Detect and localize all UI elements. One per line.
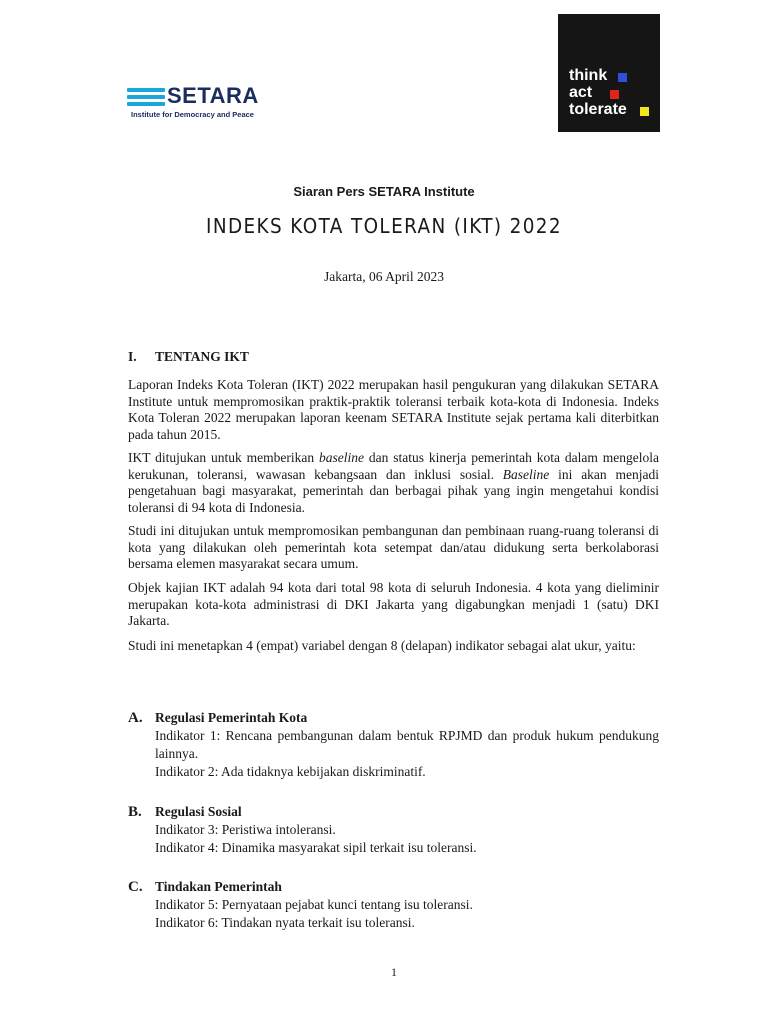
paragraph-2 [128, 450, 659, 516]
indicator-item: Indikator 3: Peristiwa intoleransi. [155, 822, 336, 837]
paragraph-4 [128, 580, 659, 630]
setara-logo-bars-icon [127, 88, 165, 109]
variable-b [128, 803, 659, 857]
yellow-square-icon [640, 107, 649, 116]
variable-letter: A. [128, 710, 143, 726]
org-tagline: Institute for Democracy and Peace [131, 110, 254, 119]
paragraph-3 [128, 523, 659, 573]
indicator-item: Indikator 4: Dinamika masyarakat sipil terkait isu toleransi. [155, 840, 477, 855]
paragraph-5-text: Studi ini menetapkan 4 (empat) variabel dengan 8 (delapan) indikator sebagai alat ukur, yaitu: [128, 638, 636, 653]
indicator-item: Indikator 1: Rencana pembangunan dalam bentuk RPJMD dan produk hukum pendukung lainnya. [155, 728, 659, 761]
setara-logo [127, 83, 267, 122]
p2-baseline-italic-2: Baseline [502, 466, 550, 482]
page-number: 1 [391, 965, 397, 979]
campaign-word-act: act [569, 84, 593, 101]
press-release-subtitle: Siaran Pers SETARA Institute [293, 184, 475, 199]
variable-letter: B. [128, 804, 142, 820]
paragraph-2-text [128, 450, 659, 516]
p2-baseline-italic: baseline [318, 450, 364, 465]
document-title: INDEKS KOTA TOLERAN (IKT) 2022 [206, 214, 562, 238]
indicator-item: Indikator 6: Tindakan nyata terkait isu toleransi. [155, 915, 415, 930]
paragraph-5 [128, 638, 659, 655]
variable-title: Regulasi Sosial [155, 804, 242, 819]
red-square-icon [610, 90, 619, 99]
paragraph-3-text: Studi ini ditujukan untuk mempromosikan pembangunan dan pembinaan ruang-ruang toleransi di kota yang dilakukan oleh pemerintah kota setempat dan/atau didukung serta berkolaborasi bersama elemen masyarakat secara umum. [128, 523, 659, 571]
section-heading [128, 349, 249, 365]
dateline: Jakarta, 06 April 2023 [324, 269, 444, 284]
paragraph-4-text: Objek kajian IKT adalah 94 kota dari total 98 kota di seluruh Indonesia. 4 kota yang dieliminir merupakan kota-kota administrasi di DKI Jakarta yang digabungkan menjadi 1 (satu) DKI Jakarta. [128, 580, 659, 628]
variable-title: Tindakan Pemerintah [155, 879, 282, 894]
paragraph-1 [128, 377, 659, 443]
section-title: TENTANG IKT [155, 349, 249, 364]
variable-title: Regulasi Pemerintah Kota [155, 710, 308, 725]
blue-square-icon [618, 73, 627, 82]
variable-letter: C. [128, 879, 143, 895]
p2-part-e: ini akan menjadi pengetahuan bagi masyarakat, pemerintah dan berbagai pihak yang ingin mengetahui kondisi toleransi di 94 kota di Indonesia. [128, 466, 659, 515]
think-act-tolerate-logo [558, 14, 660, 132]
indicator-item: Indikator 2: Ada tidaknya kebijakan diskriminatif. [155, 764, 426, 779]
org-name: SETARA [167, 83, 259, 108]
campaign-word-think: think [569, 67, 608, 84]
p2-part-c: dan status kinerja pemerintah kota dalam mengelola kerukunan, toleransi, wawasan kebangsaan dan inklusi sosial. [128, 450, 659, 482]
indicator-item: Indikator 5: Pernyataan pejabat kunci tentang isu toleransi. [155, 897, 473, 912]
p2-part-a: IKT ditujukan untuk memberikan [128, 450, 319, 465]
variable-c [128, 878, 659, 932]
variable-a [128, 709, 659, 781]
section-number: I. [128, 349, 137, 364]
campaign-word-tolerate: tolerate [569, 101, 627, 118]
paragraph-1-text: Laporan Indeks Kota Toleran (IKT) 2022 merupakan hasil pengukuran yang dilakukan SETARA Institute untuk mempromosikan praktik-praktik toleransi terbaik kota-kota di Indonesia. Indeks Kota Toleran 2022 merupakan laporan keenam SETARA Institute sejak pertama kali diterbitkan pada tahun 2015. [128, 377, 659, 442]
